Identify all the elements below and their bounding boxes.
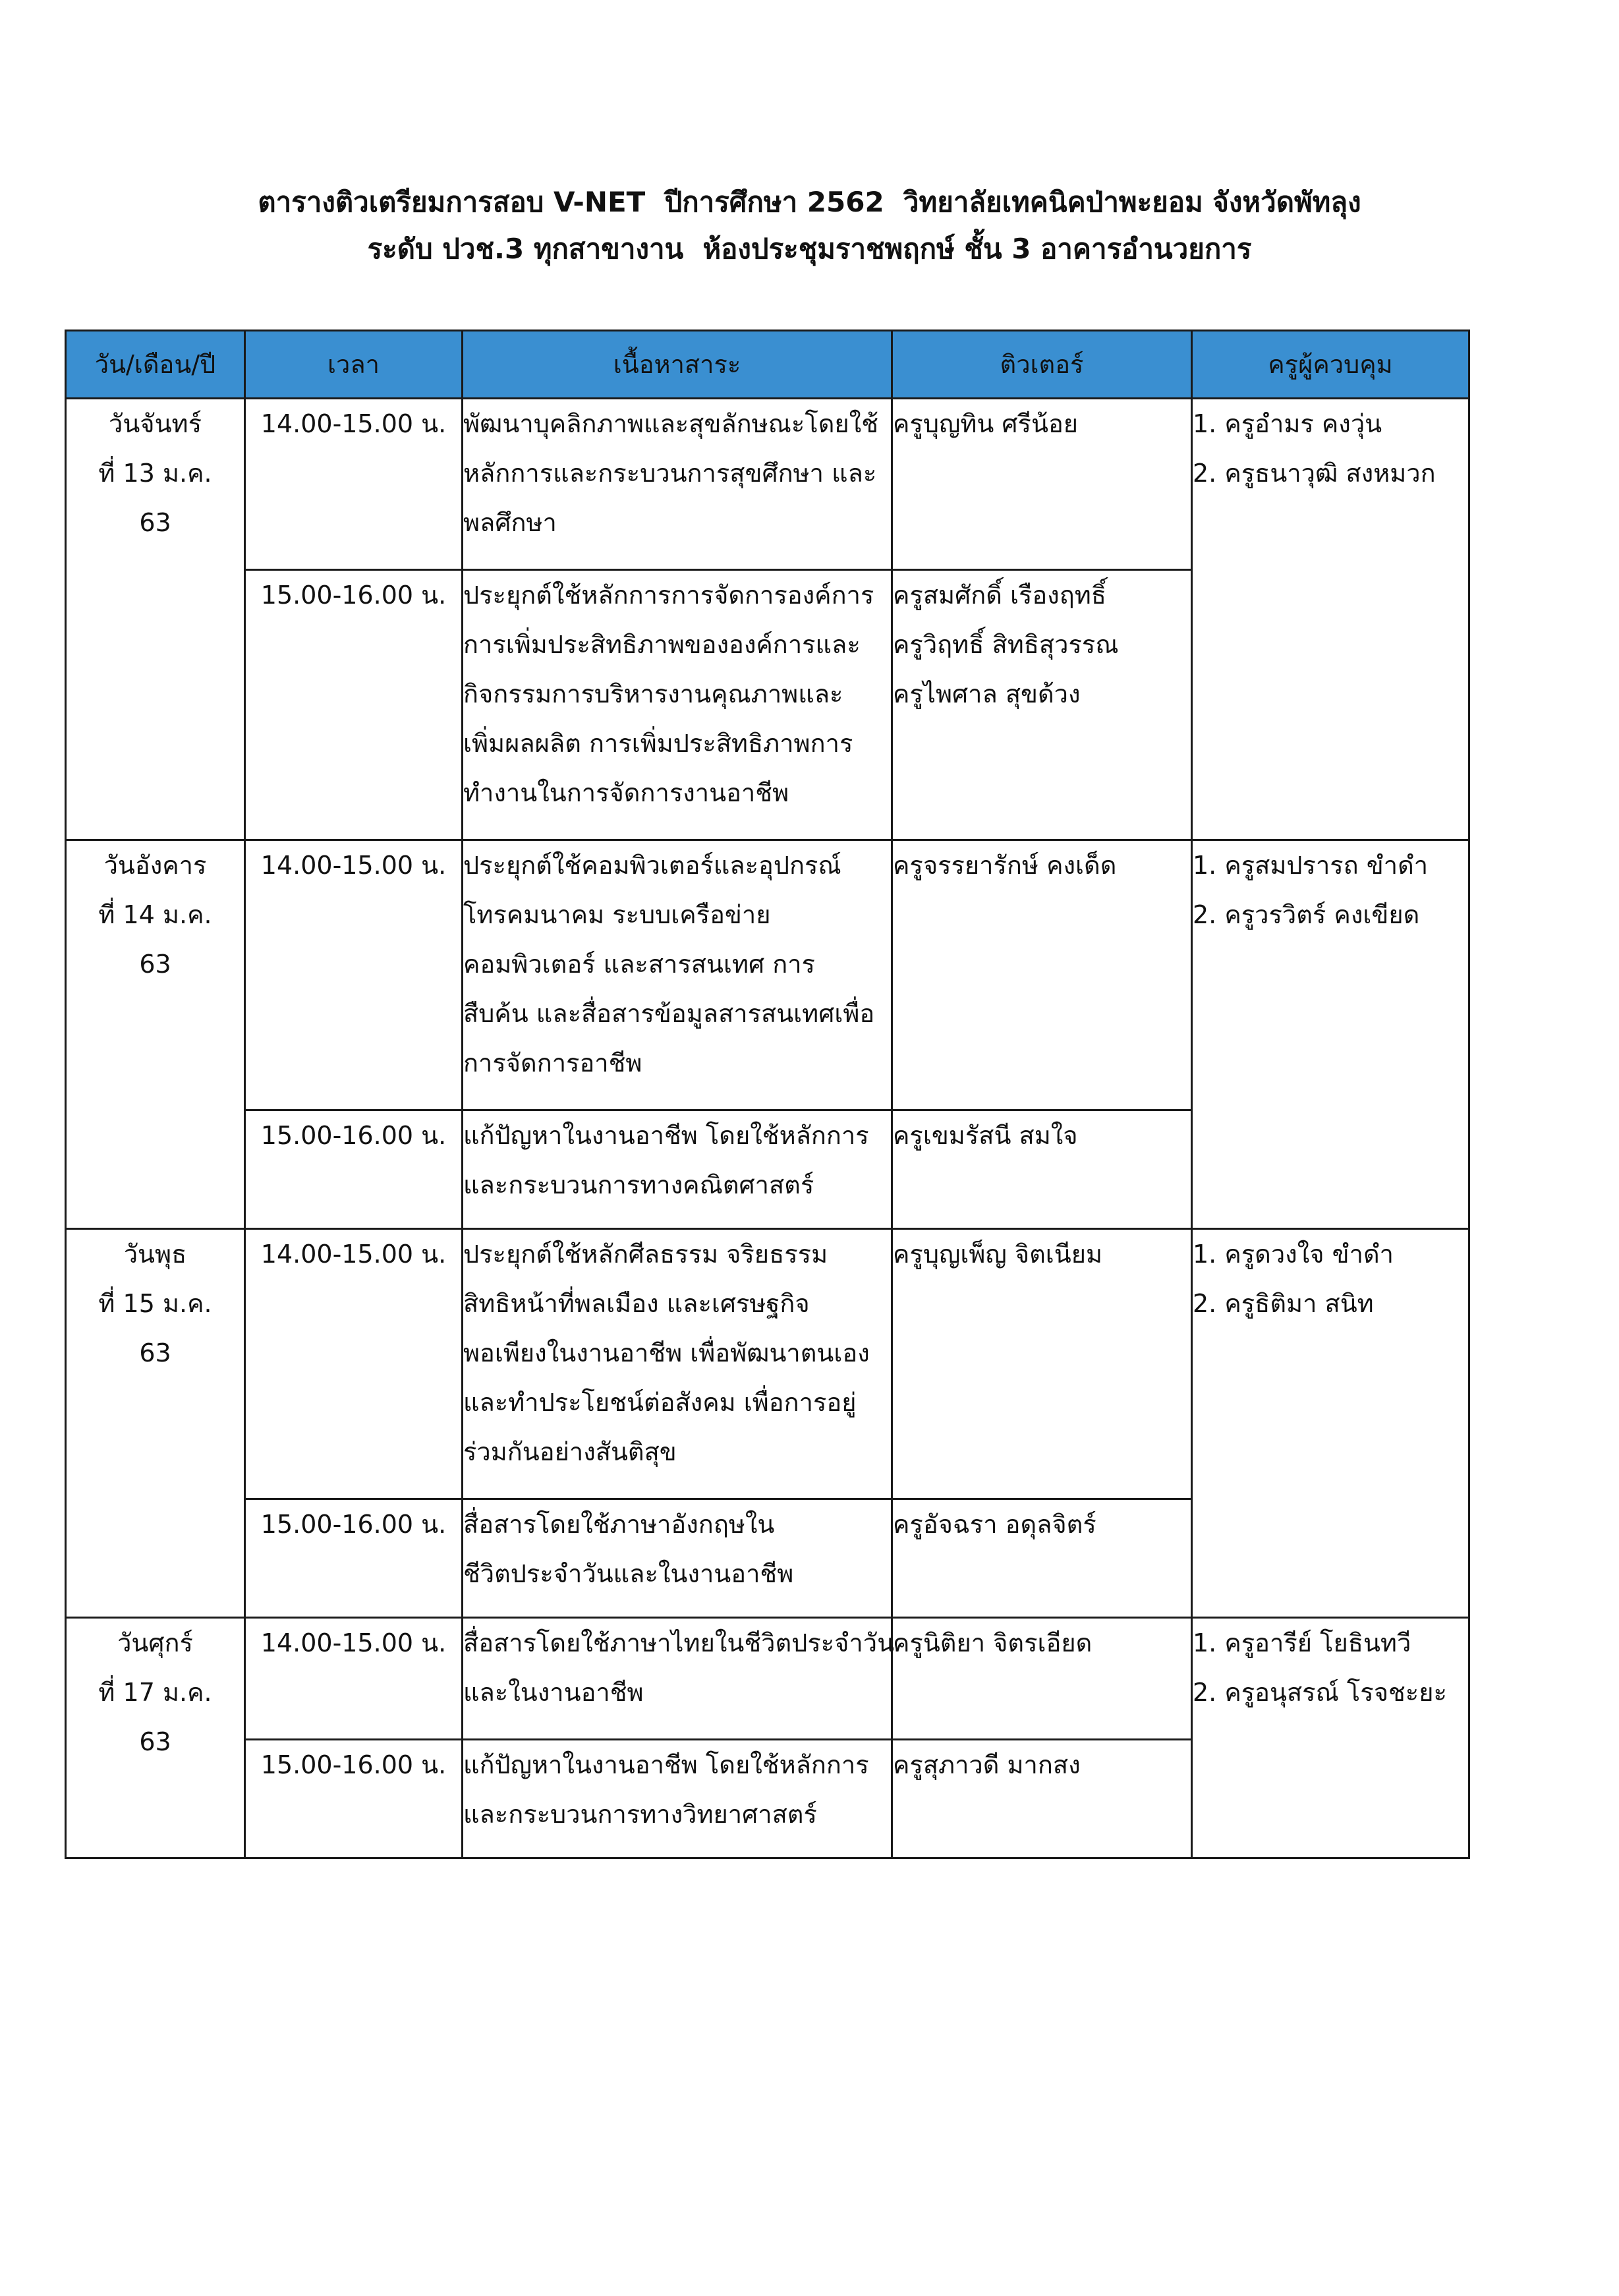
time-cell: 14.00-15.00 น. [245,840,463,1110]
day-cell [66,840,245,1229]
topic-line: โทรคมนาคม ระบบเครือข่าย [463,900,771,929]
topic-cell [463,1110,892,1229]
topic-line: และในงานอาชีพ [463,1678,644,1707]
day-cell [66,399,245,840]
time-cell: 15.00-16.00 น. [245,570,463,840]
tutor-name: ครูอัจฉรา อดุลจิตร์ [893,1510,1096,1539]
topic-line: ประยุกต์ใช้คอมพิวเตอร์และอุปกรณ์ [463,851,841,880]
proctor-name: 2. ครูธนาวุฒิ สงหมวก [1193,459,1436,488]
topic-line: ร่วมกันอย่างสันติสุข [463,1437,677,1466]
topic-line: การจัดการอาชีพ [463,1048,642,1077]
day-date: ที่ 15 ม.ค. [98,1289,212,1318]
topic-line: และทำประโยชน์ต่อสังคม เพื่อการอยู่ [463,1388,857,1417]
tutor-name: ครูจรรยารักษ์ คงเด็ด [893,851,1117,880]
proctor-cell [1192,1618,1469,1858]
topic-line: สื่อสารโดยใช้ภาษาไทยในชีวิตประจำวัน [463,1628,895,1657]
topic-cell [463,1499,892,1618]
topic-cell [463,570,892,840]
time-cell: 14.00-15.00 น. [245,1618,463,1740]
proctor-cell [1192,399,1469,840]
table-row [66,1618,1469,1740]
topic-line: หลักการและกระบวนการสุขศึกษา และ [463,459,877,488]
header-tutor: ติวเตอร์ [892,331,1192,399]
topic-line: แก้ปัญหาในงานอาชีพ โดยใช้หลักการ [463,1750,869,1779]
tutor-cell [892,1229,1192,1499]
day-date: ที่ 13 ม.ค. [98,459,212,488]
day-name: วันจันทร์ [108,409,202,438]
topic-cell [463,1229,892,1499]
day-year: 63 [139,508,171,537]
day-date: ที่ 14 ม.ค. [98,900,212,929]
header-proctor: ครูผู้ควบคุม [1192,331,1469,399]
tutor-cell [892,399,1192,570]
time-cell: 15.00-16.00 น. [245,1740,463,1858]
day-year: 63 [139,950,171,979]
topic-line: สิทธิหน้าที่พลเมือง และเศรษฐกิจ [463,1289,810,1318]
tutor-name: ครูสมศักดิ์ เรืองฤทธิ์ [893,581,1106,610]
tutor-name: ครูบุญทิน ศรีน้อย [893,409,1079,438]
schedule-table [65,330,1470,1859]
topic-line: เพิ่มผลผลิต การเพิ่มประสิทธิภาพการ [463,729,853,758]
proctor-cell [1192,840,1469,1229]
table-row [66,840,1469,1110]
topic-line: พอเพียงในงานอาชีพ เพื่อพัฒนาตนเอง [463,1338,870,1367]
topic-line: การเพิ่มประสิทธิภาพขององค์การและ [463,630,861,659]
time-cell: 14.00-15.00 น. [245,1229,463,1499]
table-row [66,1229,1469,1499]
day-cell [66,1229,245,1618]
day-name: วันศุกร์ [117,1628,193,1657]
day-name: วันอังคาร [103,851,207,880]
day-year: 63 [139,1338,171,1367]
topic-cell [463,1740,892,1858]
topic-line: แก้ปัญหาในงานอาชีพ โดยใช้หลักการ [463,1121,869,1150]
topic-line: พัฒนาบุคลิกภาพและสุขลักษณะโดยใช้ [463,409,879,438]
topic-line: พลศึกษา [463,508,557,537]
day-cell [66,1618,245,1858]
topic-line: ประยุกต์ใช้หลักการการจัดการองค์การ [463,581,874,610]
tutor-name: ครูไพศาล สุขด้วง [893,679,1081,708]
day-year: 63 [139,1727,171,1756]
table-row [66,399,1469,570]
topic-line: และกระบวนการทางคณิตศาสตร์ [463,1170,814,1199]
tutor-cell [892,1740,1192,1858]
topic-line: สืบค้น และสื่อสารข้อมูลสารสนเทศเพื่อ [463,999,875,1028]
tutor-cell [892,570,1192,840]
tutor-name: ครูบุญเพ็ญ จิตเนียม [893,1240,1103,1269]
topic-line: ประยุกต์ใช้หลักศีลธรรม จริยธรรม [463,1240,828,1269]
topic-line: สื่อสารโดยใช้ภาษาอังกฤษใน [463,1510,775,1539]
tutor-cell [892,1499,1192,1618]
tutor-cell [892,1618,1192,1740]
document-title-line-2: ระดับ ปวช.3 ทุกสาขางาน ห้องประชุมราชพฤกษ์ ชั้น 3 อาคารอำนวยการ [367,233,1252,265]
proctor-name: 2. ครูวรวิตร์ คงเขียด [1193,900,1420,929]
header-topic: เนื้อหาสาระ [463,331,892,399]
topic-line: คอมพิวเตอร์ และสารสนเทศ การ [463,950,815,979]
time-cell: 14.00-15.00 น. [245,399,463,570]
proctor-name: 2. ครูธิติมา สนิท [1193,1289,1374,1318]
topic-cell [463,840,892,1110]
topic-line: ทำงานในการจัดการงานอาชีพ [463,778,789,807]
tutor-name: ครูนิติยา จิตรเอียด [893,1628,1093,1657]
tutor-name: ครูวิฤทธิ์ สิทธิสุวรรณ [893,630,1119,659]
topic-cell [463,399,892,570]
proctor-name: 1. ครูดวงใจ ขำดำ [1193,1240,1394,1269]
tutor-name: ครูเขมรัสนี สมใจ [893,1121,1078,1150]
tutor-cell [892,1110,1192,1229]
time-cell: 15.00-16.00 น. [245,1110,463,1229]
table-header-row [66,331,1469,399]
tutor-cell [892,840,1192,1110]
topic-cell [463,1618,895,1740]
topic-line: และกระบวนการทางวิทยาศาสตร์ [463,1800,817,1829]
topic-line: ชีวิตประจำวันและในงานอาชีพ [463,1559,794,1588]
tutor-name: ครูสุภาวดี มากสง [893,1750,1081,1779]
time-cell: 15.00-16.00 น. [245,1499,463,1618]
proctor-name: 2. ครูอนุสรณ์ โรจชะยะ [1193,1678,1447,1707]
document-title-line-1: ตารางติวเตรียมการสอบ V-NET ปีการศึกษา 2562 วิทยาลัยเทคนิคป่าพะยอม จังหวัดพัทลุง [258,186,1361,218]
proctor-name: 1. ครูสมปรารถ ขำดำ [1193,851,1429,880]
topic-line: กิจกรรมการบริหารงานคุณภาพและ [463,679,843,708]
proctor-cell [1192,1229,1469,1618]
day-date: ที่ 17 ม.ค. [98,1678,212,1707]
header-date: วัน/เดือน/ปี [66,331,245,399]
day-name: วันพุธ [123,1240,187,1269]
proctor-name: 1. ครูอำมร คงวุ่น [1193,409,1382,438]
header-time: เวลา [245,331,463,399]
proctor-name: 1. ครูอารีย์ โยธินทวี [1193,1628,1411,1657]
